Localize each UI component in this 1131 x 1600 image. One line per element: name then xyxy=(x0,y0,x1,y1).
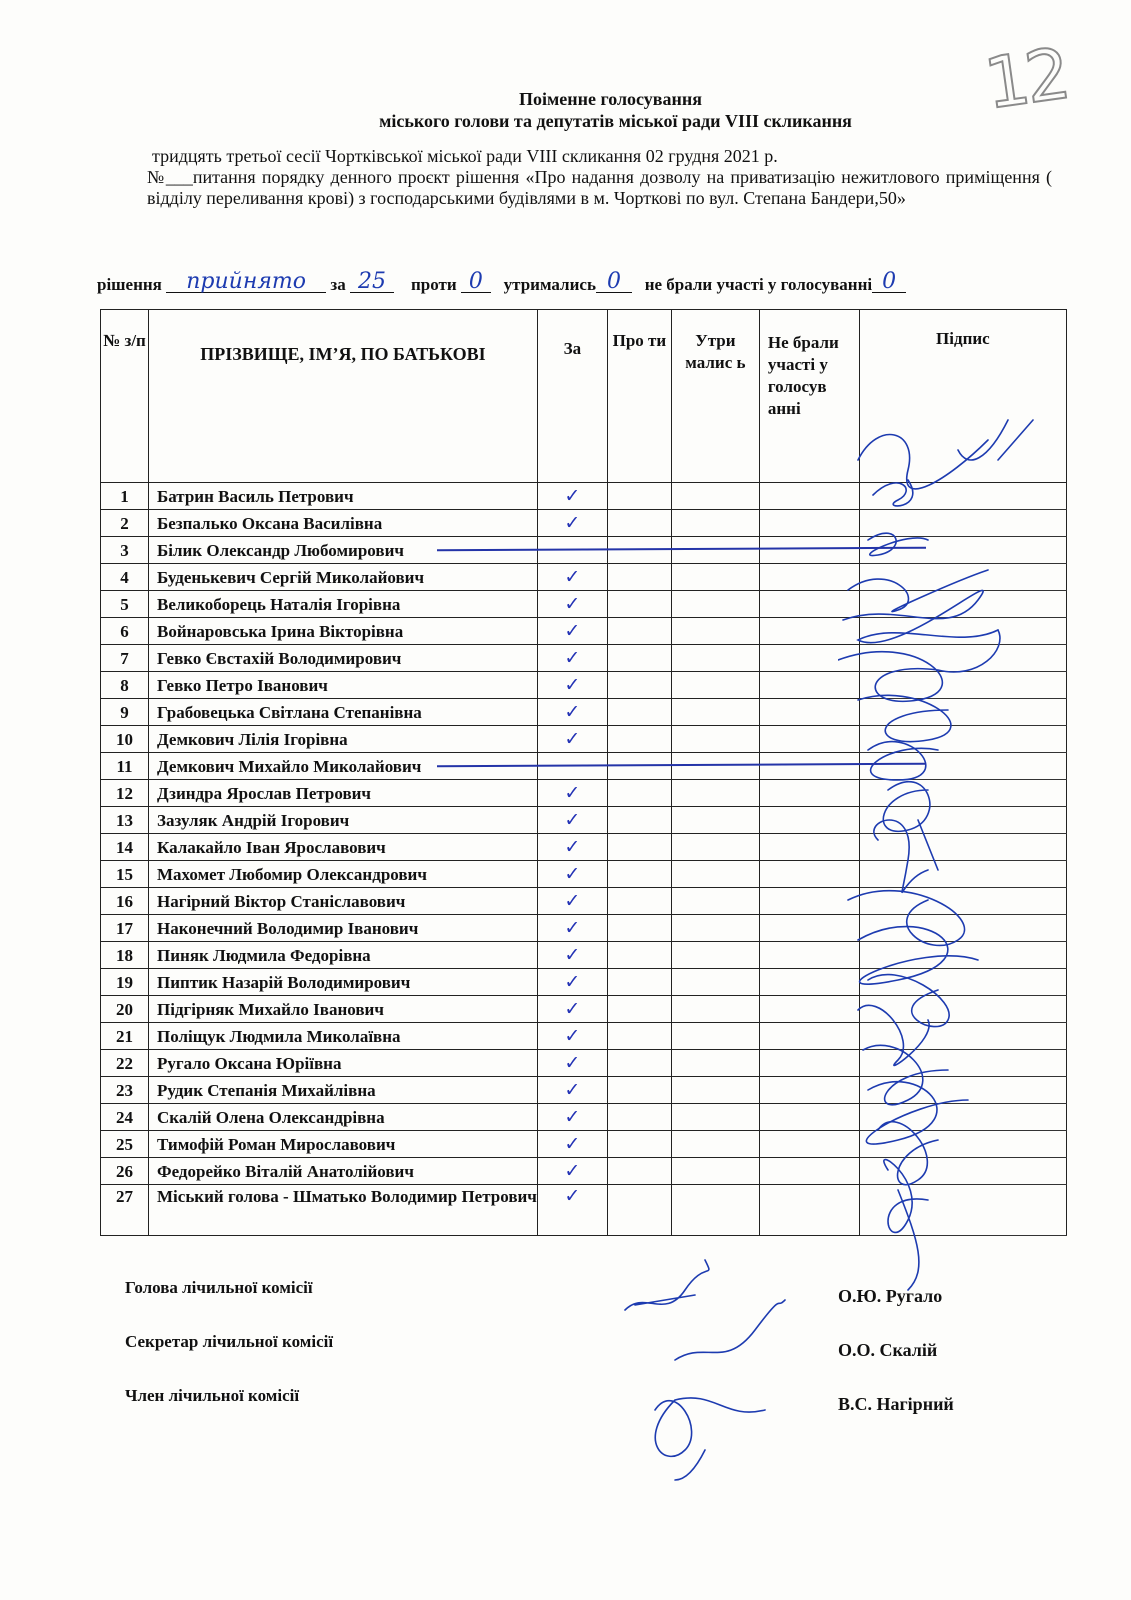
against-label: проти xyxy=(410,275,457,294)
vote-against-cell xyxy=(607,618,671,645)
vote-for-cell: ✓ xyxy=(537,915,607,942)
vote-against-cell xyxy=(607,1104,671,1131)
row-number: 25 xyxy=(101,1131,149,1158)
deputy-name: Наконечний Володимир Іванович xyxy=(149,915,538,942)
deputy-name: Калакайло Іван Ярославович xyxy=(149,834,538,861)
vote-for-cell: ✓ xyxy=(537,861,607,888)
vote-abstained-cell xyxy=(671,564,759,591)
handwritten-page-number: 12 xyxy=(979,32,1072,126)
row-number: 4 xyxy=(101,564,149,591)
vote-against-cell xyxy=(607,564,671,591)
deputy-name: Нагірний Віктор Станіславович xyxy=(149,888,538,915)
vote-abstained-cell xyxy=(671,942,759,969)
vote-against-cell xyxy=(607,834,671,861)
row-number: 13 xyxy=(101,807,149,834)
vote-abstained-cell xyxy=(671,672,759,699)
header-name: ПРІЗВИЩЕ, ІМ’Я, ПО БАТЬКОВІ xyxy=(149,310,538,483)
vote-abstained-cell xyxy=(671,1185,759,1236)
vote-abstained-cell xyxy=(671,1158,759,1185)
intro-text xyxy=(147,146,1052,209)
member-signatures-scrawl xyxy=(838,400,1048,1300)
deputy-name: Батрин Василь Петрович xyxy=(149,483,538,510)
row-number: 1 xyxy=(101,483,149,510)
for-label: за xyxy=(330,275,346,294)
secretary-label: Секретар лічильної комісії xyxy=(125,1332,334,1351)
vote-abstained-cell xyxy=(671,888,759,915)
row-number: 17 xyxy=(101,915,149,942)
vote-against-cell xyxy=(607,1050,671,1077)
vote-for-cell: ✓ xyxy=(537,564,607,591)
row-number: 15 xyxy=(101,861,149,888)
vote-abstained-cell xyxy=(671,1104,759,1131)
deputy-name: Гевко Петро Іванович xyxy=(149,672,538,699)
vote-abstained-cell xyxy=(671,510,759,537)
header-for: За xyxy=(537,310,607,483)
vote-for-cell: ✓ xyxy=(537,1077,607,1104)
deputy-name: Білик Олександр Любомирович xyxy=(149,537,538,564)
row-number: 27 xyxy=(101,1185,149,1236)
row-number: 11 xyxy=(101,753,149,780)
deputy-name: Федорейко Віталій Анатолійович xyxy=(149,1158,538,1185)
deputy-name: Тимофій Роман Мирославович xyxy=(149,1131,538,1158)
vote-for-cell: ✓ xyxy=(537,591,607,618)
deputy-name: Махомет Любомир Олександрович xyxy=(149,861,538,888)
vote-for-cell: ✓ xyxy=(537,672,607,699)
row-number: 8 xyxy=(101,672,149,699)
title-line-2: міського голови та депутатів міської ради VIII скликання xyxy=(379,111,852,131)
vote-for-cell: ✓ xyxy=(537,780,607,807)
row-number: 2 xyxy=(101,510,149,537)
header-signature: Підпис xyxy=(859,310,1066,483)
vote-for-cell: ✓ xyxy=(537,807,607,834)
row-number: 20 xyxy=(101,996,149,1023)
row-number: 24 xyxy=(101,1104,149,1131)
decision-summary xyxy=(97,269,1057,295)
deputy-name: Дзиндра Ярослав Петрович xyxy=(149,780,538,807)
vote-abstained-cell xyxy=(671,645,759,672)
row-number: 7 xyxy=(101,645,149,672)
row-number: 26 xyxy=(101,1158,149,1185)
vote-against-cell xyxy=(607,1131,671,1158)
deputy-name: Великоборець Наталія Ігорівна xyxy=(149,591,538,618)
deputy-name: Міський голова - Шматько Володимир Петрович xyxy=(149,1185,538,1236)
vote-for-cell: ✓ xyxy=(537,618,607,645)
vote-for-cell: ✓ xyxy=(537,510,607,537)
commission-signatures xyxy=(615,1250,815,1490)
decision-label: рішення xyxy=(97,275,162,294)
vote-abstained-cell xyxy=(671,591,759,618)
deputy-name: Войнаровська Ірина Вікторівна xyxy=(149,618,538,645)
vote-against-cell xyxy=(607,1077,671,1104)
member-name: В.С. Нагірний xyxy=(838,1394,954,1414)
question-text: №___питання порядку денного проєкт рішення «Про надання дозволу на приватизацію нежитлового приміщення ( відділу переливання крові) з господарськими будівлями в м. Чорткові по вул. Степана Бандери,50» xyxy=(147,167,1052,208)
vote-for-cell: ✓ xyxy=(537,1050,607,1077)
vote-for-cell: ✓ xyxy=(537,942,607,969)
deputy-name: Зазуляк Андрій Ігорович xyxy=(149,807,538,834)
row-number: 18 xyxy=(101,942,149,969)
vote-for-cell: ✓ xyxy=(537,483,607,510)
session-line: тридцять третьої сесії Чортківської міської ради VIII скликання 02 грудня 2021 р. xyxy=(152,146,778,166)
vote-for-cell: ✓ xyxy=(537,996,607,1023)
vote-for-cell: ✓ xyxy=(537,1131,607,1158)
vote-against-cell xyxy=(607,483,671,510)
vote-for-cell: ✓ xyxy=(537,699,607,726)
vote-abstained-cell xyxy=(671,1077,759,1104)
row-number: 22 xyxy=(101,1050,149,1077)
against-count: 0 xyxy=(461,272,491,293)
vote-against-cell xyxy=(607,537,671,564)
vote-against-cell xyxy=(607,807,671,834)
row-number: 10 xyxy=(101,726,149,753)
deputy-name: Грабовецька Світлана Степанівна xyxy=(149,699,538,726)
vote-against-cell xyxy=(607,672,671,699)
vote-abstained-cell xyxy=(671,699,759,726)
vote-abstained-cell xyxy=(671,834,759,861)
decision-value: прийнято xyxy=(166,272,326,293)
vote-abstained-cell xyxy=(671,1050,759,1077)
deputy-name: Безпалько Оксана Василівна xyxy=(149,510,538,537)
vote-against-cell xyxy=(607,699,671,726)
deputy-name: Гевко Євстахій Володимирович xyxy=(149,645,538,672)
deputy-name: Демкович Лілія Ігорівна xyxy=(149,726,538,753)
vote-against-cell xyxy=(607,942,671,969)
deputy-name: Буденькевич Сергій Миколайович xyxy=(149,564,538,591)
row-number: 14 xyxy=(101,834,149,861)
vote-abstained-cell xyxy=(671,969,759,996)
row-number: 5 xyxy=(101,591,149,618)
chair-name: О.Ю. Ругало xyxy=(838,1286,943,1306)
vote-abstained-cell xyxy=(671,996,759,1023)
vote-against-cell xyxy=(607,1185,671,1236)
deputy-name: Пиптик Назарій Володимирович xyxy=(149,969,538,996)
vote-against-cell xyxy=(607,753,671,780)
vote-for-cell: ✓ xyxy=(537,645,607,672)
vote-against-cell xyxy=(607,780,671,807)
vote-against-cell xyxy=(607,726,671,753)
abstained-count: 0 xyxy=(596,272,632,293)
vote-for-cell: ✓ xyxy=(537,726,607,753)
vote-abstained-cell xyxy=(671,915,759,942)
vote-against-cell xyxy=(607,1023,671,1050)
row-number: 21 xyxy=(101,1023,149,1050)
vote-against-cell xyxy=(607,888,671,915)
abstained-label: утримались xyxy=(503,275,596,294)
header-abstained: Утри малис ь xyxy=(671,310,759,483)
header-against: Про ти xyxy=(607,310,671,483)
vote-against-cell xyxy=(607,1158,671,1185)
deputy-name: Підгірняк Михайло Іванович xyxy=(149,996,538,1023)
deputy-name: Демкович Михайло Миколайович xyxy=(149,753,538,780)
vote-against-cell xyxy=(607,591,671,618)
vote-against-cell xyxy=(607,510,671,537)
for-count: 25 xyxy=(350,272,394,293)
vote-for-cell: ✓ xyxy=(537,1104,607,1131)
not-voting-count: 0 xyxy=(872,272,906,293)
vote-abstained-cell xyxy=(671,537,759,564)
vote-for-cell: ✓ xyxy=(537,1023,607,1050)
row-number: 19 xyxy=(101,969,149,996)
header-not-voting: Не брали участі у голосув анні xyxy=(759,310,859,483)
vote-against-cell xyxy=(607,915,671,942)
deputy-name: Пиняк Людмила Федорівна xyxy=(149,942,538,969)
vote-for-cell: ✓ xyxy=(537,1158,607,1185)
not-voting-label: не брали участі у голосуванні xyxy=(644,275,873,294)
row-number: 23 xyxy=(101,1077,149,1104)
vote-abstained-cell xyxy=(671,726,759,753)
vote-for-cell: ✓ xyxy=(537,834,607,861)
vote-against-cell xyxy=(607,996,671,1023)
header-number: № з/п xyxy=(101,310,149,483)
vote-for-cell: ✓ xyxy=(537,969,607,996)
vote-against-cell xyxy=(607,645,671,672)
deputy-name: Скалій Олена Олександрівна xyxy=(149,1104,538,1131)
title-line-1: Поіменне голосування xyxy=(518,89,703,109)
vote-for-cell: ✓ xyxy=(537,888,607,915)
vote-abstained-cell xyxy=(671,861,759,888)
row-number: 12 xyxy=(101,780,149,807)
vote-abstained-cell xyxy=(671,618,759,645)
vote-abstained-cell xyxy=(671,780,759,807)
row-number: 3 xyxy=(101,537,149,564)
vote-against-cell xyxy=(607,969,671,996)
chair-label: Голова лічильної комісії xyxy=(125,1278,313,1297)
vote-against-cell xyxy=(607,861,671,888)
vote-abstained-cell xyxy=(671,1131,759,1158)
vote-for-cell: ✓ xyxy=(537,1185,607,1236)
deputy-name: Поліщук Людмила Миколаївна xyxy=(149,1023,538,1050)
deputy-name: Ругало Оксана Юріївна xyxy=(149,1050,538,1077)
deputy-name: Рудик Степанія Михайлівна xyxy=(149,1077,538,1104)
row-number: 9 xyxy=(101,699,149,726)
row-number: 16 xyxy=(101,888,149,915)
row-number: 6 xyxy=(101,618,149,645)
vote-abstained-cell xyxy=(671,483,759,510)
member-label: Член лічильної комісії xyxy=(125,1386,300,1405)
vote-abstained-cell xyxy=(671,753,759,780)
vote-abstained-cell xyxy=(671,807,759,834)
secretary-name: О.О. Скалій xyxy=(838,1340,938,1360)
document-title xyxy=(0,88,1131,132)
vote-abstained-cell xyxy=(671,1023,759,1050)
